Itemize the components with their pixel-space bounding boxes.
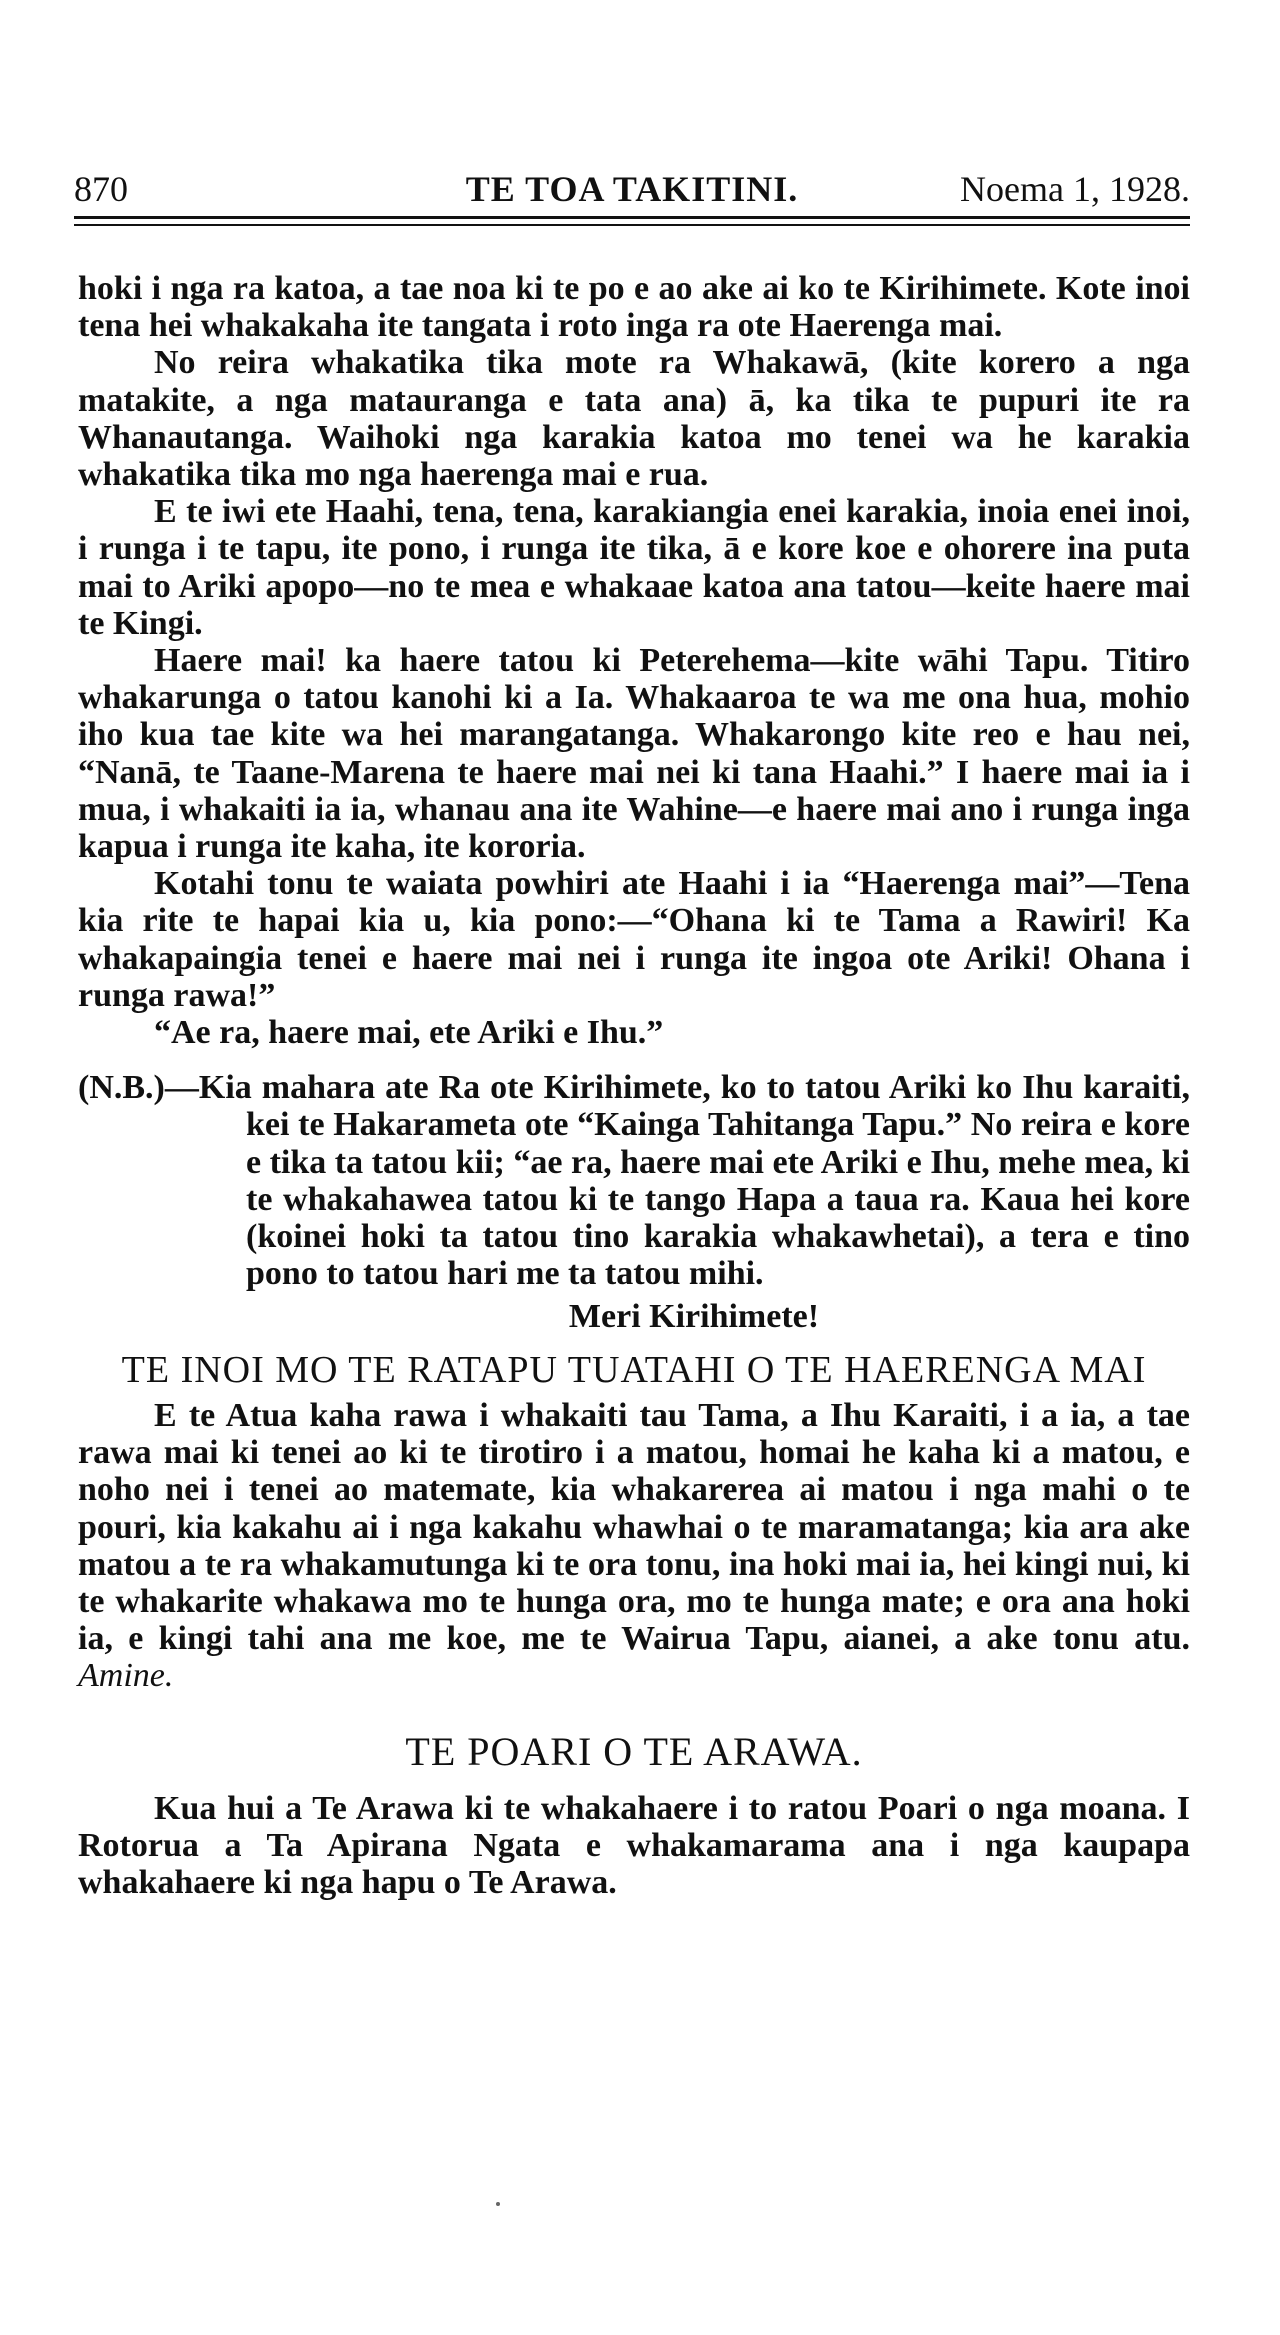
paragraph: hoki i nga ra katoa, a tae noa ki te po e ao ake ai ko te Kirihimete. Kote inoi tena hei whakakaha ite tangata i roto inga ra ote Haerenga mai. (78, 270, 1190, 345)
paragraph: “Ae ra, haere mai, ete Ariki e Ihu.” (154, 1014, 664, 1052)
issue-date: Noema 1, 1928. (960, 169, 1190, 209)
paragraph: E te iwi ete Haahi, tena, tena, karakiangia enei karakia, inoia enei inoi, i runga i te tapu, ite pono, i runga ite tika, ā e kore koe e ohorere ina puta mai to Ariki apopo—no te mea e whakaae katoa ana tatou—keite haere mai te Kingi. (78, 493, 1190, 642)
board-heading: TE POARI O TE ARAWA. (405, 1728, 863, 1774)
running-header (74, 168, 1190, 212)
prayer-body: E te Atua kaha rawa i whakaiti tau Tama, a Ihu Karaiti, i a ia, a tae rawa mai ki tenei ao ki te tirotiro i a matou, homai he kaha ki a matou, e noho nei i tenei ao matemate, kia whakarerea ai matou i nga mahi o te pouri, kia kakahu ai i nga kakahu whawhai o te maramatanga; kia ara ake matou a te ra whakamutunga ki te ora tonu, ina hoki mai ia, hei kingi nui, ki te whakarite whakawa mo te hunga ora, mo te hunga mate; e ora ana hoki ia, e kingi tahi ana me koe, me te Wairua Tapu, aianei, a ake tonu atu. (78, 1396, 1190, 1658)
nb-note: (N.B.)—Kia mahara ate Ra ote Kirihimete, ko to tatou Ariki ko Ihu karaiti, kei te Hakarameta ote “Kainga Tahitanga Tapu.” No reira e kore e tika ta tatou kii; “ae ra, haere mai ete Ariki e Ihu, mehe mea, ki te whakahawea tatou ki te tango Hapa a taua ra. Kaua hei kore (koinei hoki ta tatou tino karakia whakawhetai), a tera e tino pono to tatou hari me ta tatou mihi. (78, 1069, 1190, 1293)
page-number: 870 (74, 169, 128, 209)
prayer-text (78, 1397, 1190, 1695)
paragraph: Haere mai! ka haere tatou ki Peterehema—kite wāhi Tapu. Titiro whakarunga o tatou kanohi ki a Ia. Whakaaroa te wa me ona hua, mohio iho kua tae kite wa hei marangatanga. Whakarongo kite reo e hau nei, “Nanā, te Taane-Marena te haere mai nei ki tana Haahi.” I haere mai ia i mua, i whakaiti ia ia, whanau ana ite Wahine—e haere mai ano i runga inga kapua i runga ite kaha, ite kororia. (78, 642, 1190, 866)
header-rule-bottom (74, 224, 1190, 226)
article-body (78, 270, 1190, 1901)
prayer-heading: TE INOI MO TE RATAPU TUATAHI O TE HAERENGA MAI (121, 1348, 1147, 1391)
signoff: Meri Kirihimete! (568, 1298, 820, 1336)
paragraph: No reira whakatika tika mote ra Whakawā, (kite korero a nga matakite, a nga matauranga e tata ana) ā, ka tika te pupuri ite ra Whanautanga. Waihoki nga karakia katoa mo tenei wa he karakia whakatika tika mo nga haerenga mai e rua. (78, 344, 1190, 494)
prayer-amen: Amine. (78, 1657, 174, 1695)
header-rule-top (74, 216, 1190, 219)
page-mark (496, 2202, 500, 2206)
paragraph: Kotahi tonu te waiata powhiri ate Haahi i ia “Haerenga mai”—Tena kia rite te hapai kia u, kia pono:—“Ohana ki te Tama a Rawiri! Ka whakapaingia tenei e haere mai nei i runga ite ingoa ote Ariki! Ohana i runga rawa!” (78, 865, 1190, 1014)
board-text: Kua hui a Te Arawa ki te whakahaere i to ratou Poari o nga moana. I Rotorua a Ta Apirana Ngata e whakamarama ana i nga kaupapa whakahaere ki nga hapu o Te Arawa. (78, 1789, 1190, 1902)
publication-title: TE TOA TAKITINI. (465, 169, 799, 209)
